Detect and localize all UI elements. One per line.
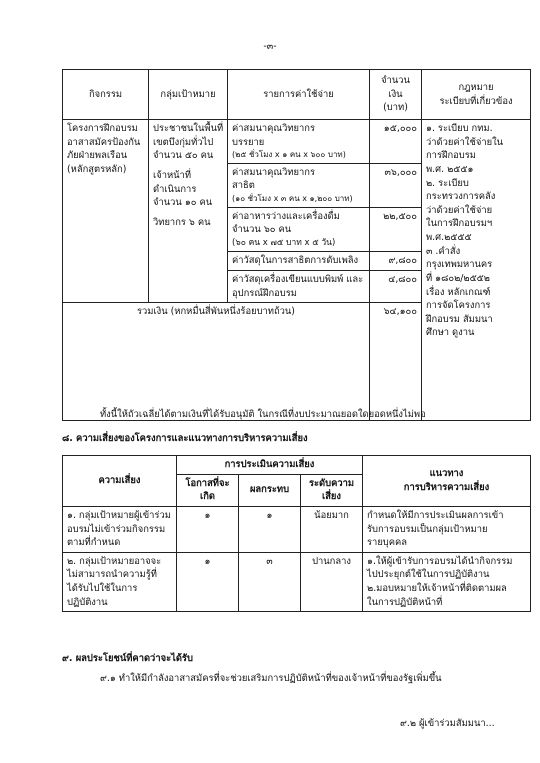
section-8-heading: ๘. ความเสี่ยงของโครงการและแนวทางการบริหารความเสี่ยง xyxy=(62,433,308,444)
law-cell: ๑. ระเบียบ กทม. ว่าด้วยค่าใช้จ่ายใน การฝึกอบรม พ.ศ. ๒๕๕๑ ๒. ระเบียบ กระทรวงการคลัง ว่าด้วยค่าใช้จ่าย ในการฝึกอบรมฯ พ.ศ.๒๕๕๕ ๓ .คำสั่ง กรุงเทพมหานคร ที่ ๑๘๐๒/๒๕๕๒ เรื่อง หลักเกณฑ์ การจัดโครงการ ฝึกอบรม สัมมนา ศึกษา ดูงาน xyxy=(422,120,531,421)
total-label: รวมเงิน (หกหมื่นสี่พันหนึ่งร้อยบาทถ้วน) xyxy=(63,303,370,421)
amount-row-5: ๔,๘๐๐ xyxy=(370,270,422,302)
risk-1-level: น้อยมาก xyxy=(301,506,363,552)
risk-2-level: ปานกลาง xyxy=(301,552,363,612)
risk-2-desc: ๒. กลุ่มเป้าหมายอาจจะ ไม่สามารถนำความรู้ที่ ได้รับไปใช้ในการ ปฏิบัติงาน xyxy=(63,552,177,612)
amount-row-3: ๒๒,๕๐๐ xyxy=(370,207,422,252)
budget-note: ทั้งนี้ให้ถัวเฉลี่ยได้ตามเงินที่ได้รับอนุมัติ ในกรณีที่งบประมาณยอดใดยอดหนึ่งไม่พอ xyxy=(100,409,426,420)
header-risk: ความเสี่ยง xyxy=(63,456,177,507)
header-law: กฎหมาย ระเบียบที่เกี่ยวข้อง xyxy=(422,70,531,120)
section-9-heading: ๙. ผลประโยชน์ที่คาดว่าจะได้รับ xyxy=(62,653,193,664)
section-9-item-1: ๙.๑ ทำให้มีกำลังอาสาสมัครที่จะช่วยเสริมการปฏิบัติหน้าที่ของเจ้าหน้าที่ของรัฐเพิ่มขึ้น xyxy=(100,673,442,684)
header-amount: จำนวน เงิน (บาท) xyxy=(370,70,422,120)
risk-row-1 xyxy=(63,506,531,552)
risk-1-mgmt: กำหนดให้มีการประเมินผลการเข้า รับการอบรมเป็นกลุ่มเป้าหมาย รายบุคคล xyxy=(363,506,531,552)
risk-1-desc: ๑. กลุ่มเป้าหมายผู้เข้าร่วม อบรมไม่เข้าร่วมกิจกรรม ตามที่กำหนด xyxy=(63,506,177,552)
risk-1-likelihood: ๑ xyxy=(177,506,239,552)
risk-1-impact: ๑ xyxy=(239,506,301,552)
expense-row-5: ค่าวัสดุเครื่องเขียนแบบพิมพ์ และ อุปกรณ์ฝึกอบรม xyxy=(228,270,370,302)
amount-row-4: ๙,๘๐๐ xyxy=(370,252,422,271)
header-level: ระดับความ เสี่ยง xyxy=(301,474,363,506)
header-target: กลุ่มเป้าหมาย xyxy=(149,70,228,120)
continuation-text: ๙.๒ ผู้เข้าร่วมสัมมนา... xyxy=(400,718,495,729)
header-activity: กิจกรรม xyxy=(63,70,149,120)
target-cell: ประชาชนในพื้นที่ เขตบึงกุ่มทั่วไป จำนวน ๕๐ คน เจ้าหน้าที่ ดำเนินการ จำนวน ๑๐ คน วิทยากร ๖ คน xyxy=(149,120,228,303)
risk-table xyxy=(62,455,531,612)
header-impact: ผลกระทบ xyxy=(239,474,301,506)
risk-2-impact: ๓ xyxy=(239,552,301,612)
expense-row-1: ค่าสมนาคุณวิทยากร บรรยาย (๒๕ ชั่วโมง x ๑ คน x ๖๐๐ บาท) xyxy=(228,120,370,164)
header-expense: รายการค่าใช้จ่าย xyxy=(228,70,370,120)
page-number: -๓- xyxy=(263,41,277,52)
expense-row-4: ค่าวัสดุในการสาธิตการดับเพลิง xyxy=(228,252,370,271)
expense-row-3: ค่าอาหารว่างและเครื่องดื่ม จำนวน ๖๐ คน (๖๐ คน x ๗๕ บาท x ๕ วัน) xyxy=(228,207,370,252)
header-likelihood: โอกาสที่จะ เกิด xyxy=(177,474,239,506)
total-amount: ๖๔,๑๐๐ xyxy=(370,303,422,421)
expense-row-2: ค่าสมนาคุณวิทยากร สาธิต (๑๐ ชั่วโมง x ๓ คน x ๑,๒๐๐ บาท) xyxy=(228,163,370,207)
amount-row-1: ๑๕,๐๐๐ xyxy=(370,120,422,164)
risk-2-mgmt: ๑.ให้ผู้เข้ารับการอบรมได้นำกิจกรรม ไปประยุกต์ใช้ในการปฏิบัติงาน ๒.มอบหมายให้เจ้าหน้าที่ติดตามผล ในการปฏิบัติหน้าที่ xyxy=(363,552,531,612)
activity-cell: โครงการฝึกอบรม อาสาสมัครป้องกัน ภัยฝ่ายพลเรือน (หลักสูตรหลัก) xyxy=(63,120,149,303)
risk-row-2 xyxy=(63,552,531,612)
header-mgmt: แนวทาง การบริหารความเสี่ยง xyxy=(363,456,531,507)
header-assessment: การประเมินความเสี่ยง xyxy=(177,456,363,475)
amount-row-2: ๓๖,๐๐๐ xyxy=(370,163,422,207)
budget-table xyxy=(62,69,531,421)
risk-2-likelihood: ๑ xyxy=(177,552,239,612)
